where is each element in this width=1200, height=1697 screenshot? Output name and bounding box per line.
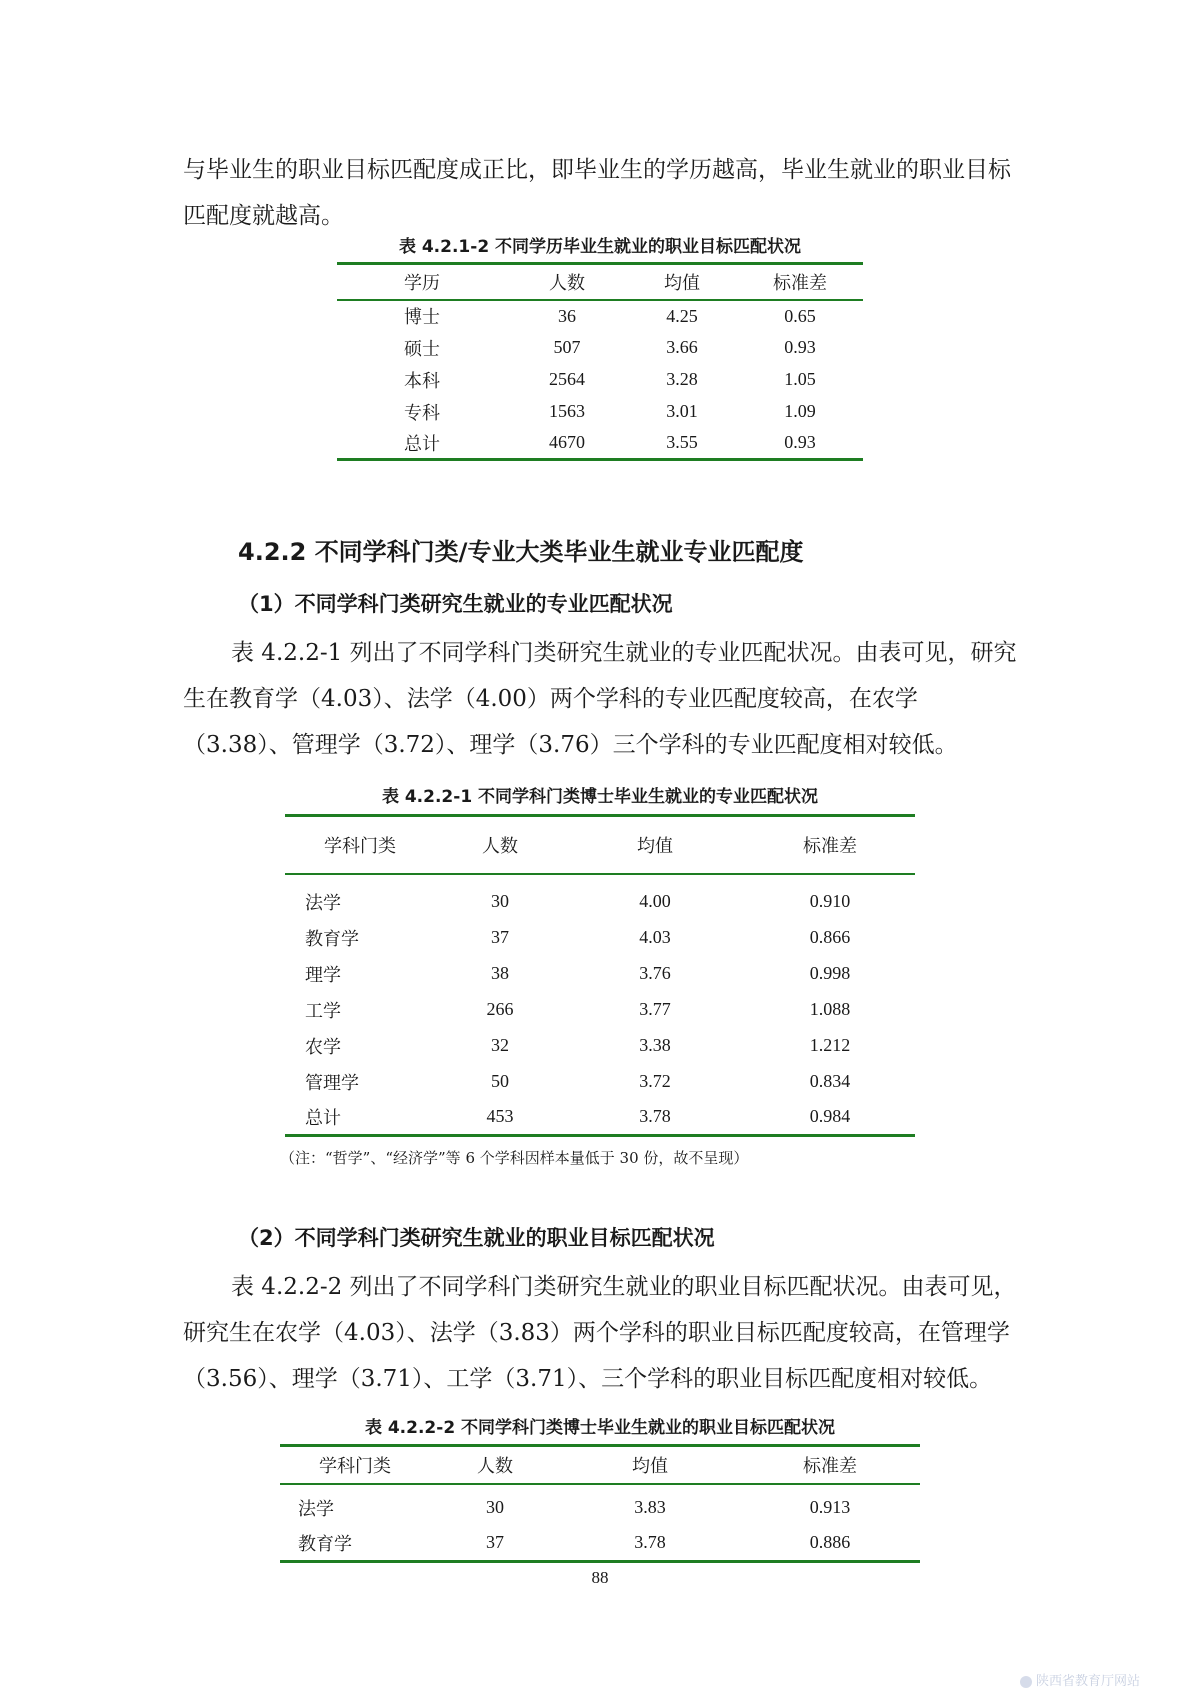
table1-header-degree: 学历 bbox=[337, 264, 507, 300]
watermark-text: 陕西省教育厅网站 bbox=[1035, 1674, 1140, 1689]
table-education-level bbox=[337, 262, 863, 461]
subsection1-title: （1）不同学科门类研究生就业的专业匹配状况 bbox=[238, 592, 673, 616]
table2-cell: 50 bbox=[491, 1071, 509, 1091]
table2-cell: 0.998 bbox=[809, 963, 851, 983]
table-row bbox=[337, 396, 863, 428]
table2-cell: 法学 bbox=[305, 892, 341, 913]
table-row bbox=[337, 300, 863, 332]
table3-header-count: 人数 bbox=[430, 1446, 560, 1484]
table2-cell: 32 bbox=[491, 1035, 509, 1055]
table2-cell: 农学 bbox=[305, 1036, 341, 1057]
table-row bbox=[280, 1490, 920, 1526]
table1-caption: 表 4.2.1-2 不同学历毕业生就业的职业目标匹配状况 bbox=[398, 237, 802, 257]
table1-header-mean: 均值 bbox=[627, 264, 737, 300]
table-row bbox=[280, 1526, 920, 1562]
table1-cell: 本科 bbox=[404, 370, 440, 391]
table3-caption: 表 4.2.2-2 不同学科门类博士毕业生就业的职业目标匹配状况 bbox=[364, 1418, 836, 1438]
table3-cell: 30 bbox=[486, 1497, 504, 1517]
table3-cell: 法学 bbox=[298, 1498, 334, 1519]
table2-cell: 30 bbox=[491, 891, 509, 911]
table2-cell: 3.76 bbox=[639, 963, 671, 983]
table-row bbox=[285, 992, 915, 1028]
table2-cell: 0.910 bbox=[809, 891, 851, 911]
table1-cell: 4.25 bbox=[666, 305, 698, 326]
table-row bbox=[285, 1028, 915, 1064]
table1-cell: 36 bbox=[558, 305, 576, 326]
table3-cell: 3.78 bbox=[634, 1532, 666, 1553]
table2-header-mean: 均值 bbox=[565, 816, 745, 874]
table2-cell: 453 bbox=[486, 1106, 514, 1127]
table1-cell: 专科 bbox=[404, 402, 440, 423]
table2-cell: 4.03 bbox=[639, 927, 671, 947]
table1-cell: 博士 bbox=[404, 307, 440, 327]
table2-cell: 3.38 bbox=[639, 1035, 671, 1055]
table1-cell: 3.55 bbox=[666, 432, 698, 453]
table1-cell: 3.66 bbox=[666, 337, 698, 357]
table2-cell: 3.72 bbox=[639, 1071, 671, 1091]
table1-header-count: 人数 bbox=[507, 264, 627, 300]
watermark-logo-icon bbox=[1020, 1676, 1032, 1688]
table2-header-sd: 标准差 bbox=[745, 816, 915, 874]
table2-cell: 38 bbox=[491, 963, 509, 983]
section-title: 4.2.2 不同学科门类/专业大类毕业生就业专业匹配度 bbox=[238, 538, 804, 566]
table1-cell: 3.01 bbox=[666, 401, 698, 421]
table-row bbox=[285, 920, 915, 956]
table2-header-discipline: 学科门类 bbox=[285, 816, 435, 874]
table2-cell: 1.212 bbox=[809, 1035, 851, 1055]
table2-cell: 4.00 bbox=[639, 891, 671, 911]
table1-cell: 507 bbox=[553, 337, 581, 357]
page-number: 88 bbox=[591, 1568, 609, 1587]
table2-cell: 管理学 bbox=[305, 1072, 359, 1093]
table1-cell: 总计 bbox=[404, 433, 440, 454]
subsection2-title: （2）不同学科门类研究生就业的职业目标匹配状况 bbox=[238, 1226, 715, 1250]
table-row bbox=[337, 332, 863, 364]
table-row bbox=[337, 428, 863, 460]
table2-cell: 3.77 bbox=[639, 999, 671, 1019]
table2-cell: 理学 bbox=[305, 964, 341, 985]
table2-cell: 总计 bbox=[305, 1107, 341, 1128]
table2-cell: 0.984 bbox=[809, 1106, 851, 1127]
table1-cell: 4670 bbox=[549, 432, 585, 453]
table-row bbox=[285, 956, 915, 992]
table3-header-sd: 标准差 bbox=[740, 1446, 920, 1484]
table1-cell: 1563 bbox=[549, 401, 585, 421]
table1-cell: 0.65 bbox=[784, 305, 816, 326]
table2-cell: 1.088 bbox=[809, 999, 851, 1019]
table3-header-discipline: 学科门类 bbox=[280, 1446, 430, 1484]
table2-cell: 3.78 bbox=[639, 1106, 671, 1127]
table3-cell: 0.886 bbox=[809, 1532, 851, 1553]
table3-cell: 37 bbox=[486, 1532, 504, 1553]
table3-cell: 3.83 bbox=[634, 1497, 666, 1517]
table-row bbox=[285, 884, 915, 920]
table1-cell: 3.28 bbox=[666, 369, 698, 389]
table1-cell: 2564 bbox=[549, 369, 585, 389]
table-row bbox=[337, 364, 863, 396]
table1-header-sd: 标准差 bbox=[737, 264, 863, 300]
intro-paragraph: 与毕业生的职业目标匹配度成正比，即毕业生的学历越高，毕业生就业的职业目标匹配度就越高。 bbox=[183, 157, 1011, 229]
table2-cell: 0.834 bbox=[809, 1071, 851, 1091]
table2-cell: 教育学 bbox=[305, 928, 359, 949]
table3-cell: 0.913 bbox=[809, 1497, 851, 1517]
subsection2-paragraph: 表 4.2.2-2 列出了不同学科门类研究生就业的职业目标匹配状况。由表可见，研究生在农学（4.03）、法学（3.83）两个学科的职业目标匹配度较高，在管理学（3.56）、理学（3.71）、工学（3.71）、三个学科的职业目标匹配度相对较低。 bbox=[183, 1274, 1017, 1392]
table-major-match bbox=[285, 814, 915, 1137]
table3-header-mean: 均值 bbox=[560, 1446, 740, 1484]
watermark bbox=[1020, 1670, 1140, 1689]
table-row bbox=[285, 1064, 915, 1100]
table-row bbox=[285, 1100, 915, 1136]
table-career-match bbox=[280, 1444, 920, 1563]
table2-cell: 0.866 bbox=[809, 927, 851, 947]
table1-cell: 0.93 bbox=[784, 432, 816, 453]
table2-cell: 工学 bbox=[305, 1000, 341, 1021]
table3-cell: 教育学 bbox=[298, 1533, 352, 1554]
table2-cell: 266 bbox=[486, 999, 514, 1019]
table1-cell: 1.09 bbox=[784, 401, 816, 421]
table2-cell: 37 bbox=[491, 927, 509, 947]
table1-cell: 0.93 bbox=[784, 337, 816, 357]
table1-cell: 1.05 bbox=[784, 369, 816, 389]
table2-header-count: 人数 bbox=[435, 816, 565, 874]
table2-note: （注：“哲学”、“经济学”等 6 个学科因样本量低于 30 份，故不呈现） bbox=[280, 1149, 749, 1167]
subsection1-paragraph: 表 4.2.2-1 列出了不同学科门类研究生就业的专业匹配状况。由表可见，研究生在教育学（4.03）、法学（4.00）两个学科的专业匹配度较高，在农学（3.38）、管理学（3.72）、理学（3.76）三个学科的专业匹配度相对较低。 bbox=[183, 640, 1017, 758]
table1-cell: 硕士 bbox=[404, 338, 440, 359]
table2-caption: 表 4.2.2-1 不同学科门类博士毕业生就业的专业匹配状况 bbox=[381, 787, 819, 807]
